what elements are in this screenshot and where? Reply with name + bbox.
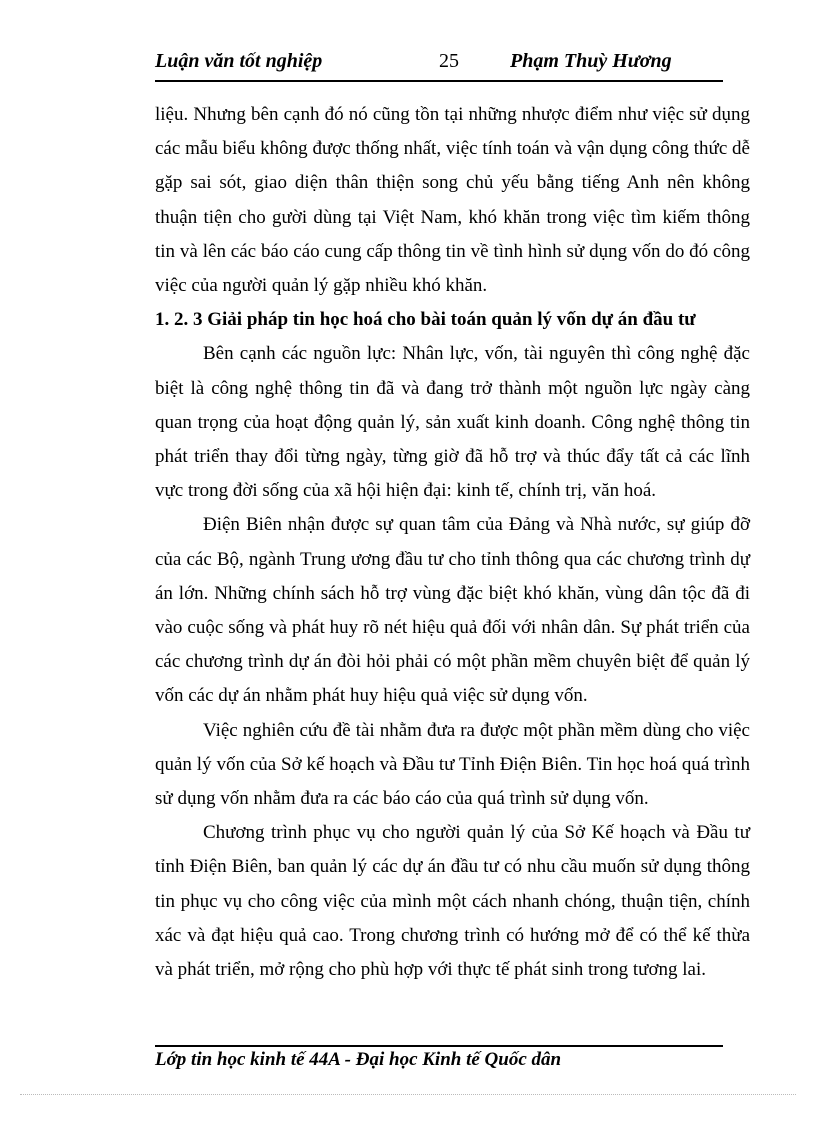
paragraph: Việc nghiên cứu đề tài nhằm đưa ra được một phần mềm dùng cho việc quản lý vốn của Sở kế hoạch và Đầu tư Tỉnh Điện Biên. Tin học hoá quá trình sử dụng vốn nhằm đưa ra các báo cáo của quá trình sử dụng vốn. [155, 719, 750, 810]
page-header [155, 50, 723, 80]
paragraph: Chương trình phục vụ cho người quản lý của Sở Kế hoạch và Đầu tư tỉnh Điện Biên, ban quản lý các dự án đầu tư có nhu cầu muốn sử dụng thông tin phục vụ cho công việc của mình một cách nhanh chóng, thuận tiện, chính xác và đạt hiệu quả cao. Trong chương trình có hướng mở để có thể kế thừa và phát triển, mở rộng cho phù hợp với thực tế phát sinh trong tương lai. [155, 822, 750, 981]
footer-divider [155, 1045, 723, 1047]
header-document-title: Luận văn tốt nghiệp [155, 50, 323, 72]
paragraph: Điện Biên nhận được sự quan tâm của Đảng và Nhà nước, sự giúp đỡ của các Bộ, ngành Trung ương đầu tư cho tỉnh thông qua các chương trình dự án lớn. Những chính sách hỗ trợ vùng đặc biệt khó khăn, vùng dân tộc đã đi vào cuộc sống và phát huy rõ nét hiệu quả đối với nhân dân. Sự phát triển của các chương trình dự án đòi hỏi phải có một phần mềm chuyên biệt để quản lý vốn các dự án nhằm phát huy hiệu quả việc sử dụng vốn. [155, 514, 750, 707]
page-footer: Lớp tin học kinh tế 44A - Đại học Kinh tế Quốc dân [155, 1049, 562, 1070]
paragraph: Bên cạnh các nguồn lực: Nhân lực, vốn, tài nguyên thì công nghệ đặc biệt là công nghệ thông tin đã và đang trở thành một nguồn lực ngày càng quan trọng của hoạt động quản lý, sản xuất kinh doanh. Công nghệ thông tin phát triển thay đổi từng ngày, từng giờ đã hỗ trợ và thúc đẩy tất cả các lĩnh vực trong đời sống của xã hội hiện đại: kinh tế, chính trị, văn hoá. [155, 343, 750, 502]
header-divider [155, 80, 723, 82]
page-bottom-edge [20, 1094, 796, 1095]
header-author: Phạm Thuỳ Hương [510, 50, 672, 72]
paragraph-continued: liệu. Nhưng bên cạnh đó nó cũng tồn tại những nhược điểm như việc sử dụng các mẫu biểu không được thống nhất, việc tính toán và vận dụng công thức dễ gặp sai sót, giao diện thân thiện song chủ yếu bằng tiếng Anh nên không thuận tiện cho gười dùng tại Việt Nam, khó khăn trong việc tìm kiếm thông tin và lên các báo cáo cung cấp thông tin về tình hình sử dụng vốn do đó công việc của người quản lý gặp nhiều khó khăn. [155, 104, 750, 297]
page-number: 25 [439, 50, 459, 72]
page-body [155, 98, 750, 987]
section-heading: 1. 2. 3 Giải pháp tin học hoá cho bài toán quản lý vốn dự án đầu tư [155, 309, 696, 331]
